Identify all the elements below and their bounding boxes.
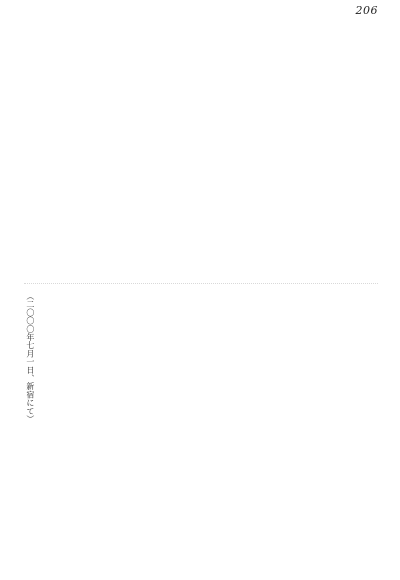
text-column — [37, 18, 49, 276]
text-column — [341, 18, 353, 276]
text-column — [240, 292, 252, 538]
text-column — [100, 18, 112, 276]
text-column — [354, 292, 366, 538]
text-column — [290, 18, 302, 276]
text-column — [176, 18, 188, 276]
text-column — [252, 292, 264, 538]
text-column — [164, 18, 176, 276]
text-column — [189, 18, 201, 276]
text-column — [88, 18, 100, 276]
text-column — [354, 18, 366, 276]
text-column — [265, 18, 277, 276]
text-column — [75, 18, 87, 276]
text-column — [50, 292, 62, 538]
text-column — [62, 292, 74, 538]
text-column — [265, 292, 277, 538]
text-column — [252, 18, 264, 276]
text-column — [126, 18, 138, 276]
text-tier-top — [24, 18, 378, 276]
text-tier-bottom — [24, 292, 378, 538]
text-column — [341, 292, 353, 538]
tier-divider — [24, 283, 378, 284]
text-column — [240, 18, 252, 276]
text-column — [316, 18, 328, 276]
text-column — [278, 18, 290, 276]
text-column — [290, 292, 302, 538]
text-column — [278, 292, 290, 538]
page-number: 206 — [355, 4, 378, 17]
text-column — [50, 18, 62, 276]
text-column — [316, 292, 328, 538]
text-column — [366, 18, 378, 276]
text-column — [189, 292, 201, 538]
text-column — [164, 292, 176, 538]
text-column — [37, 292, 49, 538]
text-column — [24, 18, 36, 276]
text-column — [113, 18, 125, 276]
text-column — [366, 292, 378, 538]
text-column — [202, 292, 214, 538]
text-column — [75, 292, 87, 538]
interview-date: （二〇〇〇年七月一日、新宿にて） — [25, 292, 35, 424]
text-column — [113, 292, 125, 538]
text-column — [214, 292, 226, 538]
text-column — [138, 18, 150, 276]
text-column — [328, 18, 340, 276]
text-column — [100, 292, 112, 538]
text-column — [138, 292, 150, 538]
text-column — [151, 292, 163, 538]
text-column — [214, 18, 226, 276]
text-column — [303, 18, 315, 276]
text-column — [303, 292, 315, 538]
text-column — [227, 292, 239, 538]
text-column — [176, 292, 188, 538]
text-column — [227, 18, 239, 276]
text-column — [151, 18, 163, 276]
text-column — [88, 292, 100, 538]
text-column — [202, 18, 214, 276]
text-column — [126, 292, 138, 538]
text-column — [328, 292, 340, 538]
text-column — [62, 18, 74, 276]
